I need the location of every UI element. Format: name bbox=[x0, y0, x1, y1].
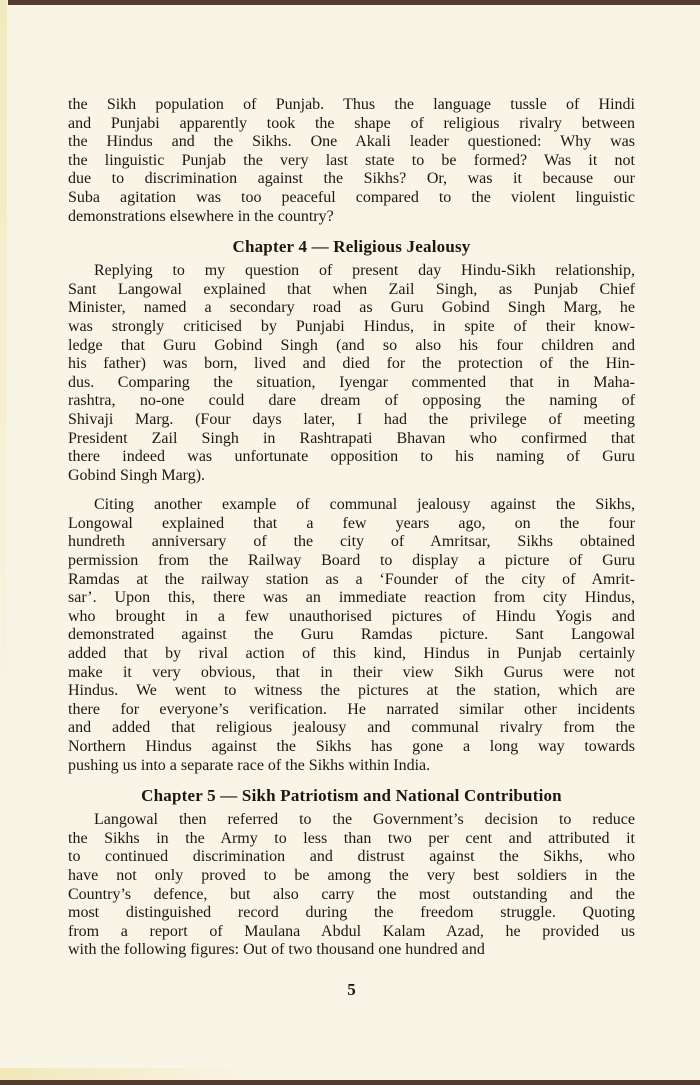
text-line: added that by rival action of this kind, Hindus in Punjab certainly bbox=[68, 645, 635, 663]
text-line: who brought in a few unauthorised pictures of Hindu Yogis and bbox=[68, 607, 635, 625]
text-line: and Punjabi apparently took the shape of religious rivalry between bbox=[68, 114, 635, 132]
text-line: permission from the Railway Board to display a picture of Guru bbox=[68, 552, 635, 570]
text-line: dus. Comparing the situation, Iyengar commented that in Maha- bbox=[68, 373, 635, 391]
text-line: demonstrated against the Guru Ramdas picture. Sant Langowal bbox=[68, 626, 635, 644]
text-line: Ramdas at the railway station as a ‘Founder of the city of Amrit- bbox=[68, 570, 635, 588]
scan-edge-bottom-yellow bbox=[0, 1068, 255, 1080]
text-line: to continued discrimination and distrust against the Sikhs, who bbox=[68, 848, 635, 866]
text-line: ledge that Guru Gobind Singh (and so also his four children and bbox=[68, 336, 635, 354]
text-line: there for everyone’s verification. He narrated similar other incidents bbox=[68, 700, 635, 718]
text-line: the Sikh population of Punjab. Thus the language tussle of Hindi bbox=[68, 96, 635, 113]
text-line: make it very obvious, that in their view Sikh Gurus were not bbox=[68, 663, 635, 681]
text-line: Langowal then referred to the Government’s decision to reduce bbox=[94, 811, 635, 829]
text-line: and added that religious jealousy and communal rivalry from the bbox=[68, 719, 635, 737]
scan-edge-left bbox=[0, 0, 7, 760]
text-line: Replying to my question of present day Hindu-Sikh relationship, bbox=[94, 262, 635, 280]
text-line: the linguistic Punjab the very last state to be formed? Was it not bbox=[68, 151, 635, 169]
text-line: rashtra, no-one could dare dream of opposing the naming of bbox=[68, 392, 635, 410]
text-line: Suba agitation was too peaceful compared to the violent linguistic bbox=[68, 188, 635, 206]
text-line: Country’s defence, but also carry the most outstanding and the bbox=[68, 885, 635, 903]
paragraph bbox=[68, 262, 635, 485]
chapter-heading: Chapter 4 — Religious Jealousy bbox=[232, 237, 471, 257]
text-line: Citing another example of communal jealousy against the Sikhs, bbox=[94, 496, 635, 514]
text-line: Minister, named a secondary road as Guru Gobind Singh Marg, he bbox=[68, 299, 635, 317]
scan-edge-top bbox=[8, 0, 700, 5]
text-line: from a report of Maulana Abdul Kalam Azad, he provided us bbox=[68, 922, 635, 940]
chapter-heading: Chapter 5 — Sikh Patriotism and National Contribution bbox=[141, 786, 562, 806]
text-line: the Hindus and the Sikhs. One Akali leader questioned: Why was bbox=[68, 133, 635, 151]
text-line: the Sikhs in the Army to less than two per cent and attributed it bbox=[68, 829, 635, 847]
text-line: Longowal explained that a few years ago, on the four bbox=[68, 514, 635, 532]
page-text-block bbox=[68, 96, 635, 971]
paragraph bbox=[68, 496, 635, 775]
scan-edge-bottom bbox=[0, 1080, 700, 1085]
text-line: demonstrations elsewhere in the country? bbox=[68, 207, 334, 225]
paragraph bbox=[68, 96, 635, 226]
text-line: was strongly criticised by Punjabi Hindus, in spite of their know- bbox=[68, 317, 635, 335]
text-line: pushing us into a separate race of the Sikhs within India. bbox=[68, 756, 431, 774]
text-line: Shivaji Marg. (Four days later, I had the privilege of meeting bbox=[68, 410, 635, 428]
text-line: have not only proved to be among the very best soldiers in the bbox=[68, 866, 635, 884]
text-line: Gobind Singh Marg). bbox=[68, 466, 206, 484]
text-line: most distinguished record during the freedom struggle. Quoting bbox=[68, 904, 635, 922]
text-line: Sant Langowal explained that when Zail Singh, as Punjab Chief bbox=[68, 280, 635, 298]
text-line: with the following figures: Out of two thousand one hundred and bbox=[68, 941, 485, 959]
text-line: sar’. Upon this, there was an immediate reaction from city Hindus, bbox=[68, 589, 635, 607]
page-number: 5 bbox=[347, 980, 356, 999]
text-line: Northern Hindus against the Sikhs has gone a long way towards bbox=[68, 738, 635, 755]
text-line: hundreth anniversary of the city of Amritsar, Sikhs obtained bbox=[68, 533, 635, 551]
text-line: Hindus. We went to witness the pictures at the station, which are bbox=[68, 682, 635, 700]
text-line: due to discrimination against the Sikhs? Or, was it because our bbox=[68, 170, 635, 188]
text-line: his father) was born, lived and died for the protection of the Hin- bbox=[68, 355, 635, 373]
text-line: President Zail Singh in Rashtrapati Bhavan who confirmed that bbox=[68, 429, 635, 447]
paragraph bbox=[68, 811, 635, 960]
text-line: there indeed was unfortunate opposition to his naming of Guru bbox=[68, 448, 635, 466]
